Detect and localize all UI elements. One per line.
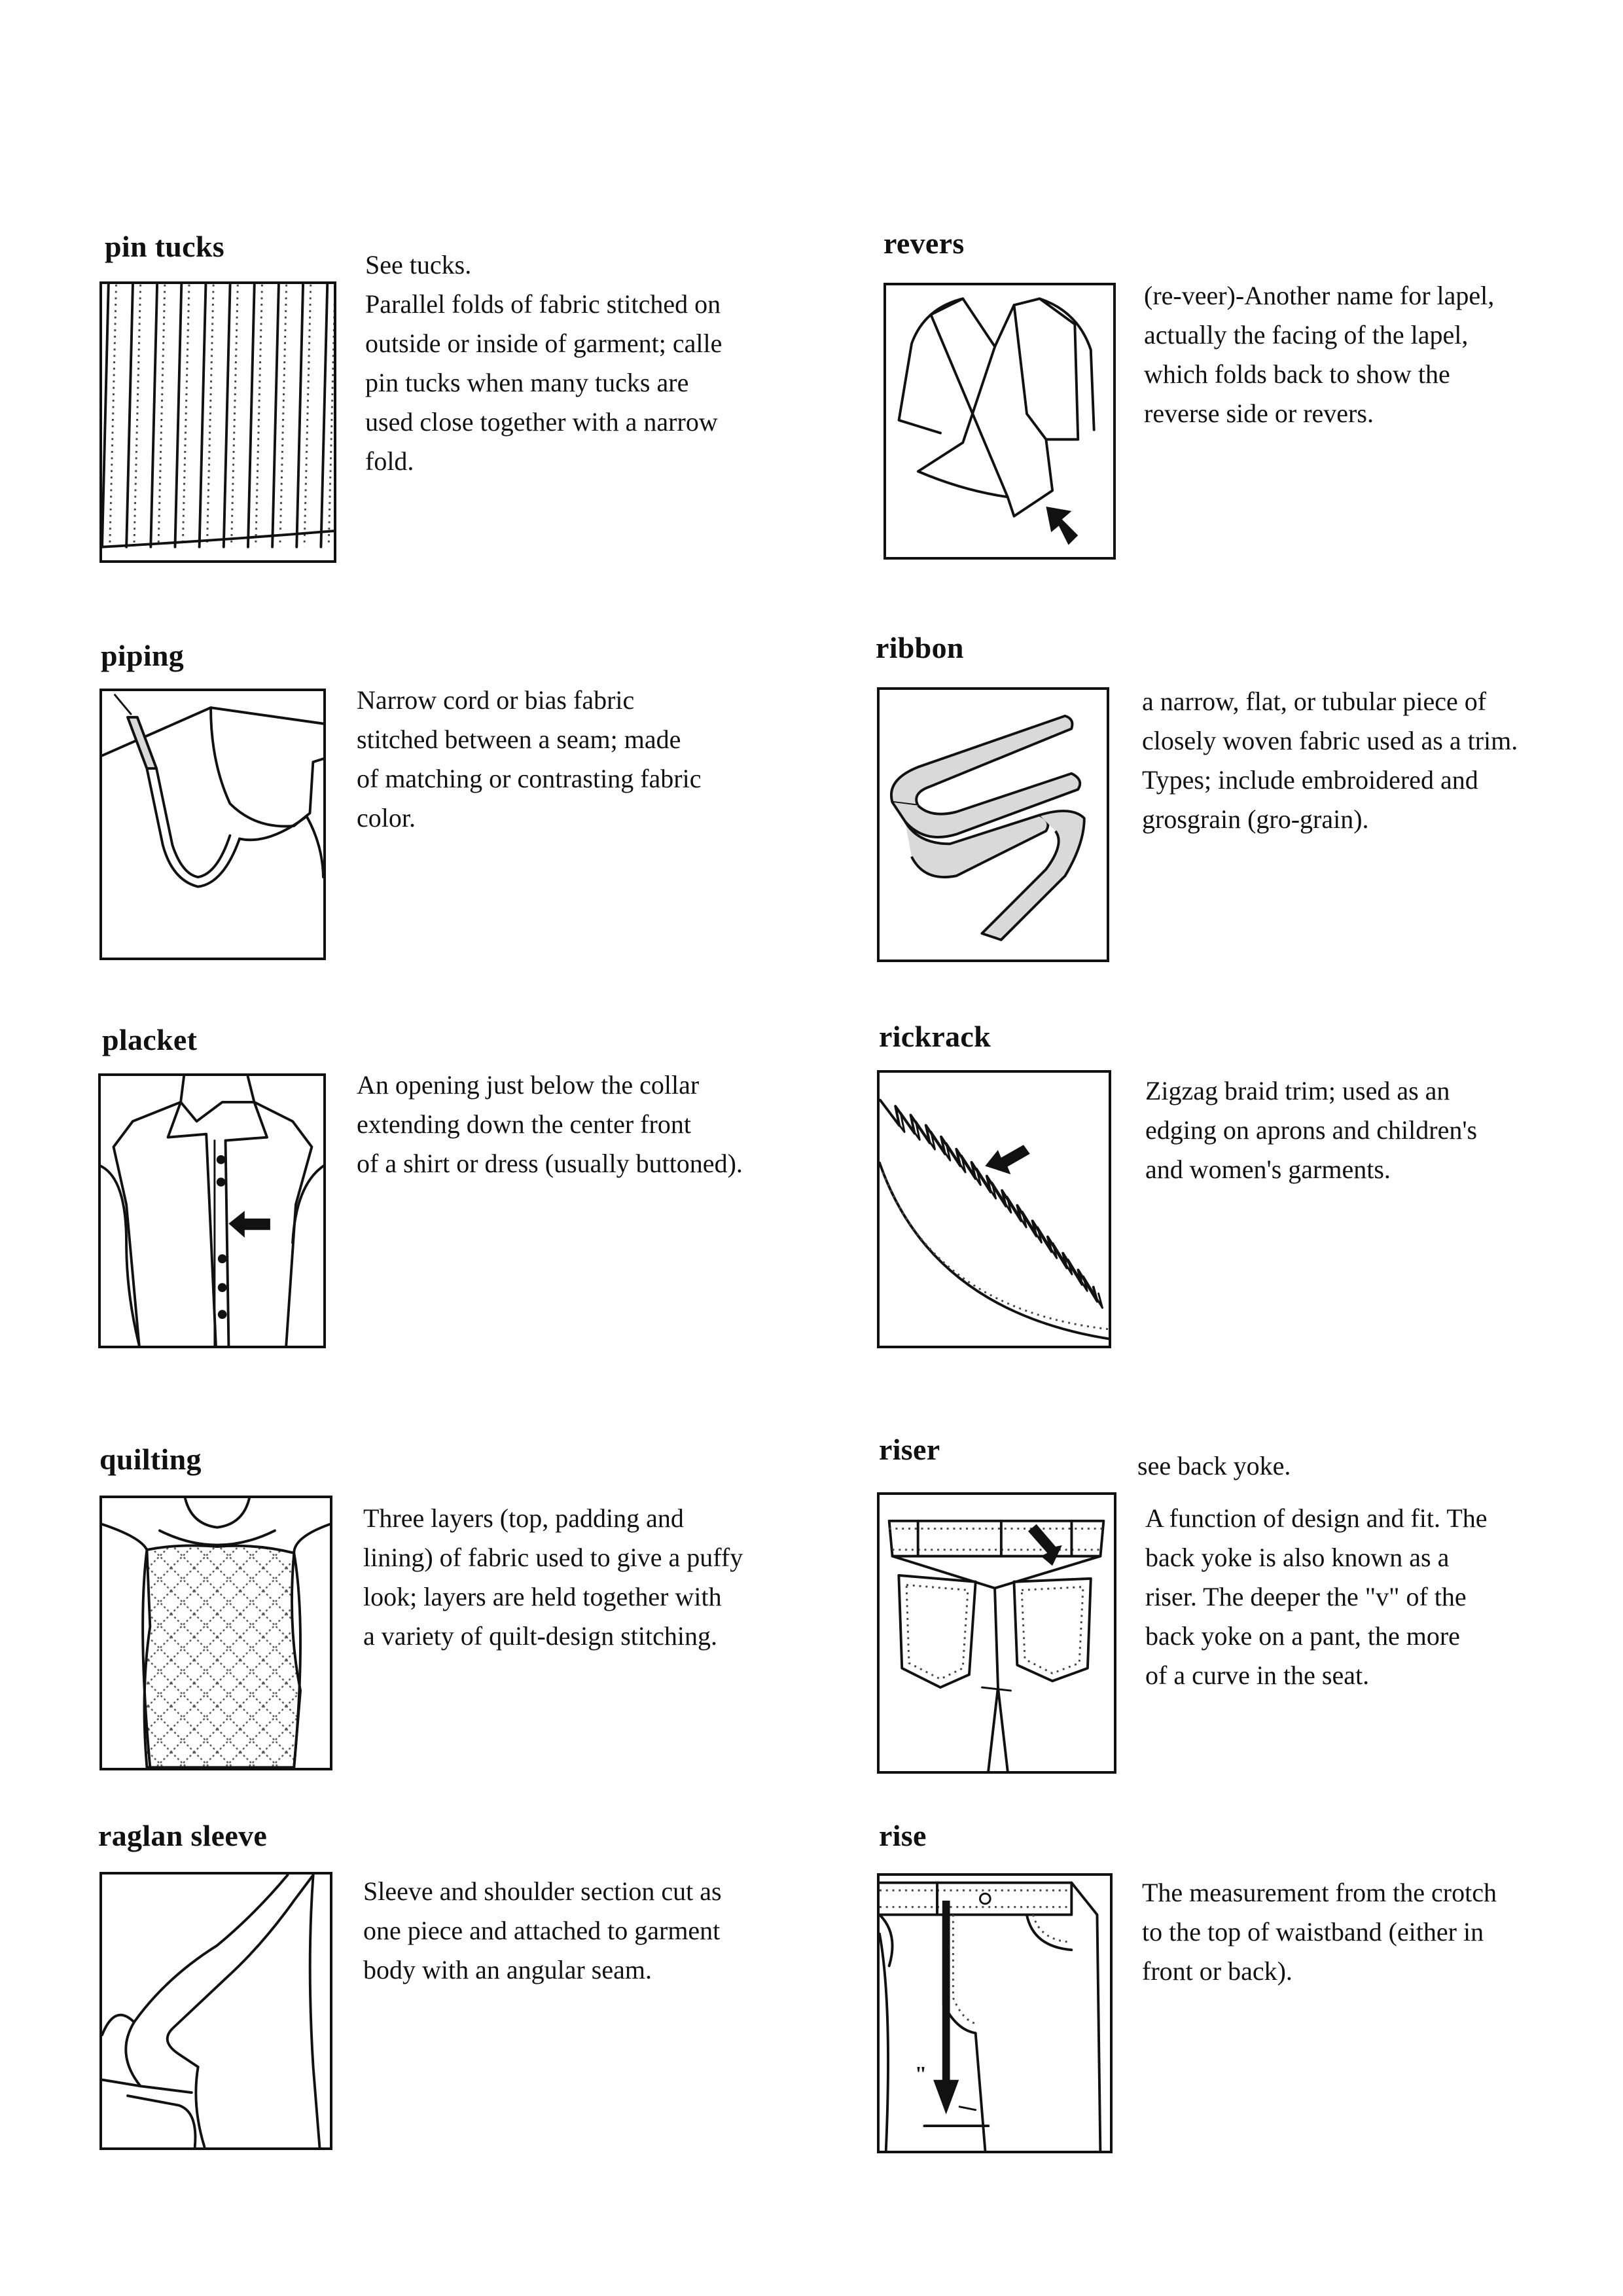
description-revers: (re-veer)-Another name for lapel, actually the facing of the lapel, which folds back to show the reverse side or revers. [1144,281,1495,428]
description-rise: The measurement from the crotch to the top of waistband (either in front or back). [1142,1878,1497,1986]
rise-measure-mark: " [914,2062,927,2087]
term-quilting: quilting [99,1443,202,1476]
piping-collar-illustration [99,689,326,960]
placket-shirt-illustration [98,1073,326,1348]
rickrack-trim-illustration [877,1070,1111,1348]
pin-tucks-illustration [99,281,336,563]
term-rickrack: rickrack [879,1020,991,1053]
term-pin-tucks: pin tucks [105,230,224,263]
term-raglan-sleeve: raglan sleeve [98,1819,268,1852]
description-rickrack: Zigzag braid trim; used as an edging on aprons and children's and women's garments. [1145,1076,1478,1184]
revers-lapel-illustration [883,283,1116,560]
description-pin-tucks: See tucks. Parallel folds of fabric stitched on outside or inside of garment; calle pin tucks when many tucks are used close together with a narrow fold. [365,250,722,476]
term-ribbon: ribbon [876,631,964,664]
description-placket: An opening just below the collar extending down the center front of a shirt or dress (usually buttoned). [357,1070,743,1178]
term-revers: revers [883,226,965,260]
jeans-back-yoke-illustration [877,1492,1116,1774]
term-rise: rise [879,1819,927,1852]
description-riser: A function of design and fit. The back yoke is also known as a riser. The deeper the "v" of the back yoke on a pant, the more of a curve in the seat. [1145,1503,1488,1690]
term-piping: piping [101,639,185,672]
term-riser: riser [879,1433,940,1466]
description-raglan-sleeve: Sleeve and shoulder section cut as one piece and attached to garment body with an angular seam. [363,1876,722,1984]
term-placket: placket [102,1023,198,1056]
note-riser: see back yoke. [1137,1451,1291,1480]
raglan-sleeve-illustration [99,1872,332,2150]
description-piping: Narrow cord or bias fabric stitched between a seam; made of matching or contrasting fabric color. [357,685,702,833]
quilted-top-illustration [99,1496,332,1770]
ribbon-illustration [877,687,1109,962]
jeans-rise-illustration [877,1873,1113,2153]
description-ribbon: a narrow, flat, or tubular piece of closely woven fabric used as a trim. Types; include embroidered and grosgrain (gro-grain). [1142,687,1518,834]
description-quilting: Three layers (top, padding and lining) of fabric used to give a puffy look; layers are held together with a variety of quilt-design stitching. [363,1503,743,1651]
